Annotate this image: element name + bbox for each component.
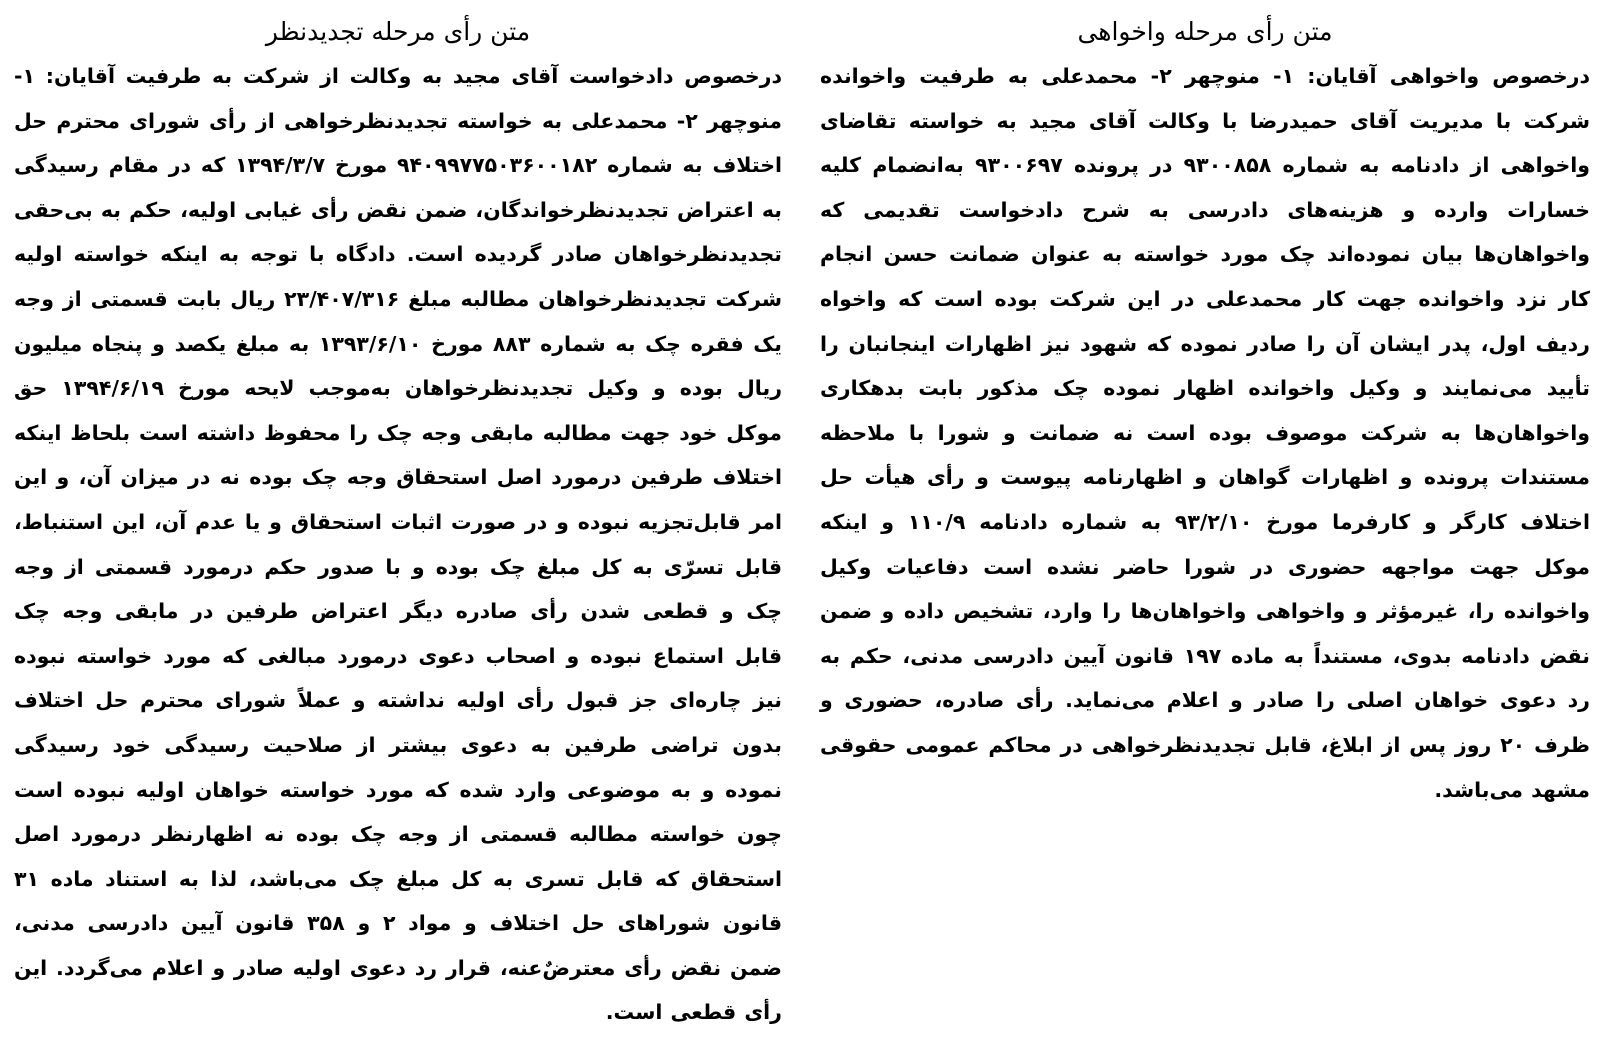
appeal-verdict-column: [14, 10, 782, 1035]
primary-verdict-title: متن رأی مرحله واخواهی: [1077, 17, 1333, 46]
appeal-verdict-title: متن رأی مرحله تجدیدنظر: [265, 17, 531, 46]
primary-verdict-text: درخصوص واخواهی آقایان: ۱- منوچهر ۲- محمدعلی به طرفیت واخوانده شرکت با مدیریت آقای حمیدرضا با وکالت آقای مجید به خواسته تقاضای واخواهی از دادنامه به شماره ۹۳۰۰۸۵۸ در پرونده ۹۳۰۰۶۹۷ به‌انضمام کلیه خسارات وارده و هزینه‌های دادرسی به شرح دادخواست تقدیمی که واخواهان‌ها بیان نموده‌اند چک مورد خواسته به عنوان ضمانت حسن انجام کار نزد واخوانده جهت کار محمدعلی در این شرکت بوده است که واخواه ردیف اول، پدر ایشان آن را صادر نموده که شهود نیز اظهارات اینجانبان را تأیید می‌نمایند و وکیل واخوانده اظهار نموده چک مذکور بابت بدهکاری واخواهان‌ها به شرکت موصوف بوده است نه ضمانت و شورا با ملاحظه مستندات پرونده و اظهارات گواهان و اظهارنامه پیوست و رأی هیأت حل اختلاف کارگر و کارفرما مورخ ۹۳/۲/۱۰ به شماره دادنامه ۱۱۰/۹ و اینکه موکل جهت مواجهه حضوری در شورا حاضر نشده است دفاعیات وکیل واخوانده را، غیرمؤثر و واخواهی واخواهان‌ها را وارد، تشخیص داده و ضمن نقض دادنامه بدوی، مستنداً به ماده ۱۹۷ قانون آیین دادرسی مدنی، حکم به رد دعوی خواهان اصلی را صادر و اعلام می‌نماید. رأی صادره، حضوری و ظرف ۲۰ روز پس از ابلاغ، قابل تجدیدنظرخواهی در محاکم عمومی حقوقی مشهد می‌باشد.: [820, 64, 1591, 802]
appeal-verdict-text: درخصوص دادخواست آقای مجید به وکالت از شرکت به طرفیت آقایان: ۱- منوچهر ۲- محمدعلی به خواسته تجدیدنظرخواهی از رأی شورای محترم حل اختلاف به شماره ۹۴۰۹۹۷۷۵۰۳۶۰۰۱۸۲ مورخ ۱۳۹۴/۳/۷ که در مقام رسیدگی به اعتراض تجدیدنظرخواندگان، ضمن نقض رأی غیابی اولیه، حکم به بی‌حقی تجدیدنظرخواهان صادر گردیده است. دادگاه با توجه به اینکه خواسته اولیه شرکت تجدیدنظرخواهان مطالبه مبلغ ۲۳/۴۰۷/۳۱۶ ریال بابت قسمتی از وجه یک فقره چک به شماره ۸۸۳ مورخ ۱۳۹۳/۶/۱۰ به مبلغ یکصد و پنجاه میلیون ریال بوده و وکیل تجدیدنظرخواهان به‌موجب لایحه مورخ ۱۳۹۴/۶/۱۹ حق موکل خود جهت مطالبه مابقی وجه چک را محفوظ داشته است بلحاظ اینکه اختلاف طرفین درمورد اصل استحقاق وجه چک بوده نه در میزان آن، و این امر قابل‌تجزیه نبوده و در صورت اثبات استحقاق و یا عدم آن، این استنباط، قابل تسرّی به کل مبلغ چک بوده و با صدور حکم درمورد قسمتی از وجه چک و قطعی شدن رأی صادره دیگر اعتراض طرفین در مابقی وجه چک قابل استماع نبوده و اصحاب دعوی درمورد مبالغی که مورد خواسته نبوده نیز چاره‌ای جز قبول رأی اولیه نداشته و عملاً شورای محترم حل اختلاف بدون تراضی طرفین به دعوی بیشتر از صلاحیت رسیدگی خود رسیدگی نموده و به موضوعی وارد شده که مورد خواسته خواهان اولیه نبوده است چون خواسته مطالبه قسمتی از وجه چک بوده نه اظهارنظر درمورد اصل استحقاق که قابل تسری به کل مبلغ چک می‌باشد، لذا به استناد ماده ۳۱ قانون شوراهای حل اختلاف و مواد ۲ و ۳۵۸ قانون آیین دادرسی مدنی، ضمن نقض رأی معترضٌ‌عنه، قرار رد دعوی اولیه صادر و اعلام می‌گردد. این رأی قطعی است.: [14, 64, 783, 1025]
primary-verdict-column: [820, 10, 1590, 812]
